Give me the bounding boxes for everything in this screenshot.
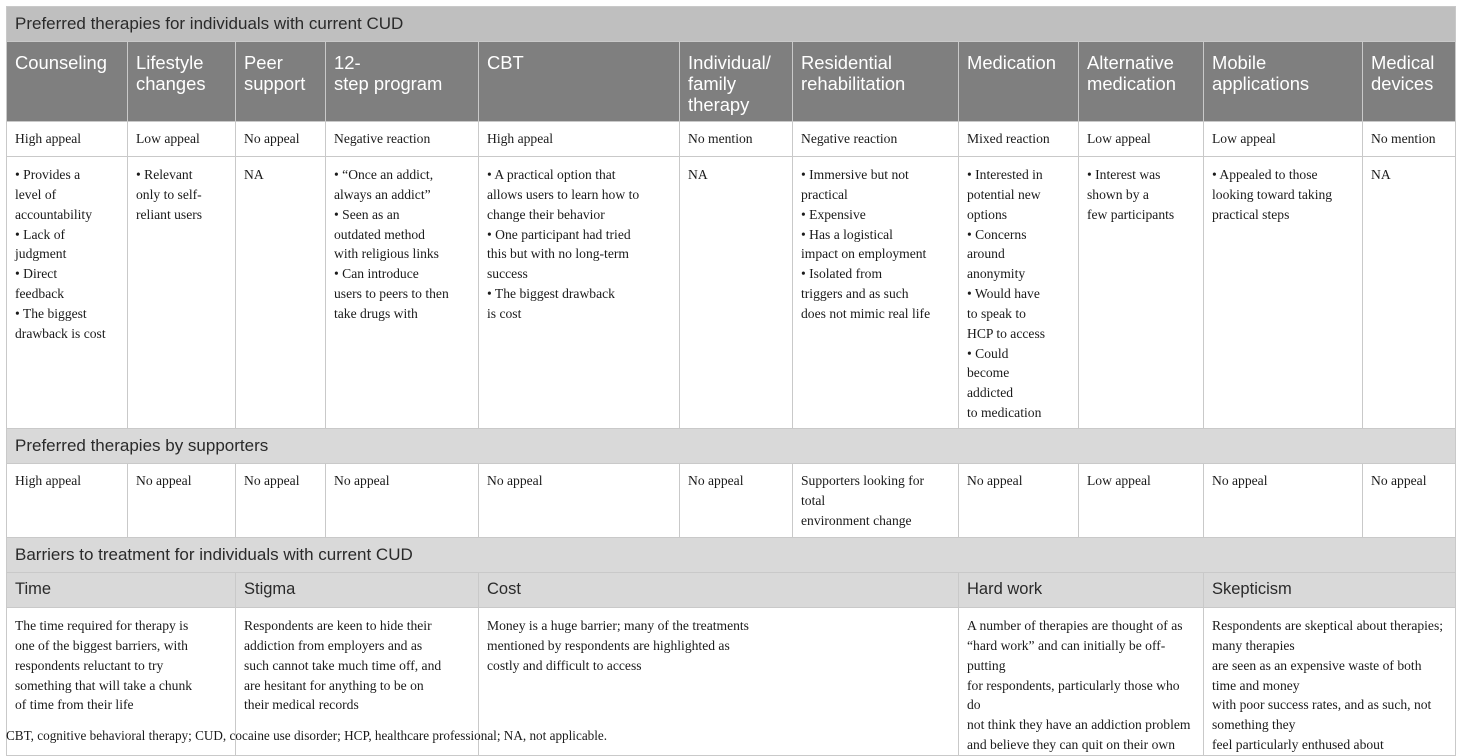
detail-line: success: [487, 266, 528, 282]
detail-line: impact on employment: [801, 246, 927, 262]
column-header-row: [7, 42, 1456, 122]
detail-line: • Immersive but not: [801, 167, 909, 182]
supporter-line: No appeal: [1371, 473, 1427, 488]
detail-line: accountability: [15, 206, 93, 222]
column-header-medication: [959, 42, 1079, 122]
detail-line: • Seen as an: [334, 206, 400, 222]
column-header-line: changes: [136, 73, 206, 94]
detail-line: feedback: [15, 286, 65, 302]
barrier-description-skepticism: [1204, 608, 1456, 756]
column-header-line: medication: [1087, 73, 1176, 94]
detail-line: • Has a logistical: [801, 226, 893, 242]
detail-line: • Appealed to those: [1212, 167, 1318, 182]
details-cell-medical-devices: [1363, 157, 1456, 429]
appeal-cell-alternative-medication: Low appeal: [1079, 122, 1204, 157]
detail-line: • Could: [967, 345, 1009, 361]
detail-line: • Would have: [967, 286, 1040, 302]
detail-line: change their behavior: [487, 206, 605, 222]
barrier-description-line: “hard work” and can initially be off-putting: [967, 637, 1166, 673]
appeal-cell-mobile-applications: Low appeal: [1204, 122, 1363, 157]
detail-line: with religious links: [334, 246, 439, 262]
individual-details-row: [7, 157, 1456, 429]
detail-line: • Isolated from: [801, 266, 883, 282]
detail-line: anonymity: [967, 266, 1026, 282]
barrier-description-line: A number of therapies are thought of as: [967, 618, 1183, 633]
table-footnote: CBT, cognitive behavioral therapy; CUD, cocaine use disorder; HCP, healthcare professional; NA, not applicable.: [6, 728, 608, 743]
detail-line: take drugs with: [334, 305, 418, 321]
column-header-line: rehabilitation: [801, 73, 906, 94]
column-header-line: step program: [334, 73, 443, 94]
therapy-table: [6, 6, 1456, 756]
detail-line: • The biggest drawback: [487, 286, 615, 302]
barrier-description-line: feel particularly enthused about: [1212, 737, 1384, 753]
detail-line: HCP to access: [967, 325, 1046, 341]
detail-line: always an addict”: [334, 186, 431, 202]
barrier-description-line: for respondents, particularly those who do: [967, 677, 1180, 713]
details-cell-counseling: [7, 157, 128, 429]
supporter-cell-medical-devices: [1363, 464, 1456, 538]
detail-line: to medication: [967, 405, 1042, 421]
barrier-header-skepticism: Skepticism: [1204, 573, 1456, 608]
column-header-line: Medication: [967, 52, 1056, 73]
supporter-line: High appeal: [15, 473, 82, 488]
detail-line: addicted: [967, 385, 1014, 401]
detail-line: only to self-: [136, 186, 202, 202]
detail-line: triggers and as such: [801, 286, 909, 302]
details-cell-mobile-applications: [1204, 157, 1363, 429]
column-header-lifestyle-changes: [128, 42, 236, 122]
appeal-cell-counseling: High appeal: [7, 122, 128, 157]
detail-line: does not mimic real life: [801, 305, 931, 321]
barrier-description-line: such cannot take much time off, and: [244, 657, 442, 673]
column-header-line: Individual/: [688, 52, 771, 73]
detail-line: around: [967, 246, 1005, 262]
barrier-description-line: not think they have an addiction problem: [967, 717, 1191, 733]
appeal-cell-individual-family-therapy: No mention: [680, 122, 793, 157]
details-cell-peer-support: [236, 157, 326, 429]
barrier-header-stigma: Stigma: [236, 573, 479, 608]
detail-line: • Interest was: [1087, 167, 1161, 182]
supporters-section-title: Preferred therapies by supporters: [7, 429, 1456, 464]
barriers-section-title: Barriers to treatment for individuals with current CUD: [7, 538, 1456, 573]
supporters-title-row: [7, 429, 1456, 464]
detail-line: practical steps: [1212, 206, 1290, 222]
barrier-description-line: costly and difficult to access: [487, 657, 642, 673]
supporter-line: total: [801, 492, 826, 508]
column-header-residential-rehabilitation: [793, 42, 959, 122]
supporter-cell-individual-family-therapy: [680, 464, 793, 538]
supporter-line: Low appeal: [1087, 473, 1151, 488]
supporter-cell-peer-support: [236, 464, 326, 538]
table-title: Preferred therapies for individuals with current CUD: [7, 7, 1456, 42]
detail-line: potential new: [967, 186, 1041, 202]
details-cell-lifestyle-changes: [128, 157, 236, 429]
detail-line: practical: [801, 186, 848, 202]
supporter-line: Supporters looking for: [801, 473, 925, 488]
barrier-description-line: one of the biggest barriers, with: [15, 637, 188, 653]
column-header-line: CBT: [487, 52, 524, 73]
detail-line: NA: [244, 167, 264, 182]
barrier-description-hard-work: [959, 608, 1204, 756]
supporter-cell-cbt: [479, 464, 680, 538]
column-header-alternative-medication: [1079, 42, 1204, 122]
column-header-line: devices: [1371, 73, 1434, 94]
column-header-peer-support: [236, 42, 326, 122]
detail-line: allows users to learn how to: [487, 186, 640, 202]
details-cell-cbt: [479, 157, 680, 429]
barrier-description-line: their medical records: [244, 697, 359, 713]
column-header-line: Alternative: [1087, 52, 1174, 73]
detail-line: • Relevant: [136, 167, 193, 182]
detail-line: • Expensive: [801, 206, 866, 222]
column-header-line: therapy: [688, 94, 750, 115]
barrier-header-time: Time: [7, 573, 236, 608]
supporter-line: No appeal: [136, 473, 192, 488]
column-header-individual-family-therapy: [680, 42, 793, 122]
supporter-line: No appeal: [688, 473, 744, 488]
barrier-header-cost: Cost: [479, 573, 959, 608]
table-title-row: [7, 7, 1456, 42]
barrier-description-line: mentioned by respondents are highlighted as: [487, 637, 730, 653]
detail-line: is cost: [487, 305, 522, 321]
appeal-cell-peer-support: No appeal: [236, 122, 326, 157]
detail-line: • One participant had tried: [487, 226, 631, 242]
appeal-cell-medication: Mixed reaction: [959, 122, 1079, 157]
supporter-line: No appeal: [967, 473, 1023, 488]
column-header-line: Medical: [1371, 52, 1435, 73]
column-header-line: Peer: [244, 52, 283, 73]
detail-line: • Lack of: [15, 226, 66, 242]
supporter-cell-mobile-applications: [1204, 464, 1363, 538]
supporter-cell-medication: [959, 464, 1079, 538]
appeal-cell-medical-devices: No mention: [1363, 122, 1456, 157]
barriers-title-row: [7, 538, 1456, 573]
column-header-line: support: [244, 73, 306, 94]
barrier-description-line: addiction from employers and as: [244, 637, 423, 653]
barrier-description-line: Respondents are skeptical about therapies; many therapies: [1212, 618, 1444, 653]
column-header-line: family: [688, 73, 737, 94]
detail-line: • A practical option that: [487, 167, 616, 182]
supporters-appeal-row: [7, 464, 1456, 538]
therapy-table-container: [6, 6, 1455, 756]
supporter-cell-12-step-program: [326, 464, 479, 538]
detail-line: • “Once an addict,: [334, 167, 434, 182]
details-cell-medication: [959, 157, 1079, 429]
appeal-cell-12-step-program: Negative reaction: [326, 122, 479, 157]
barrier-description-line: respondents reluctant to try: [15, 657, 164, 673]
detail-line: this but with no long-term: [487, 246, 629, 262]
column-header-medical-devices: [1363, 42, 1456, 122]
detail-line: options: [967, 206, 1008, 222]
detail-line: to speak to: [967, 305, 1026, 321]
barrier-description-line: with poor success rates, and as such, not something they: [1212, 697, 1432, 733]
detail-line: NA: [1371, 167, 1391, 182]
barriers-header-row: [7, 573, 1456, 608]
details-cell-residential-rehabilitation: [793, 157, 959, 429]
column-header-line: Residential: [801, 52, 892, 73]
detail-line: • Interested in: [967, 167, 1043, 182]
supporter-line: No appeal: [1212, 473, 1268, 488]
details-cell-12-step-program: [326, 157, 479, 429]
barrier-description-line: and believe they can quit on their own: [967, 737, 1175, 753]
column-header-line: Lifestyle: [136, 52, 204, 73]
supporter-cell-residential-rehabilitation: [793, 464, 959, 538]
appeal-cell-cbt: High appeal: [479, 122, 680, 157]
barrier-description-line: Money is a huge barrier; many of the treatments: [487, 618, 749, 633]
detail-line: • Provides a: [15, 167, 81, 182]
barrier-description-line: of time from their life: [15, 697, 134, 713]
supporter-cell-counseling: [7, 464, 128, 538]
detail-line: become: [967, 365, 1010, 381]
column-header-12-step-program: [326, 42, 479, 122]
detail-line: • The biggest: [15, 305, 87, 321]
detail-line: reliant users: [136, 206, 203, 222]
detail-line: • Direct: [15, 266, 58, 282]
column-header-line: applications: [1212, 73, 1310, 94]
supporter-line: No appeal: [334, 473, 390, 488]
column-header-line: Counseling: [15, 52, 108, 73]
supporter-cell-lifestyle-changes: [128, 464, 236, 538]
column-header-line: Mobile: [1212, 52, 1267, 73]
column-header-cbt: [479, 42, 680, 122]
barrier-description-line: something that will take a chunk: [15, 677, 193, 693]
detail-line: NA: [688, 167, 708, 182]
barrier-description-line: are hesitant for anything to be on: [244, 677, 424, 693]
appeal-cell-residential-rehabilitation: Negative reaction: [793, 122, 959, 157]
barrier-header-hard-work: Hard work: [959, 573, 1204, 608]
supporter-line: No appeal: [244, 473, 300, 488]
detail-line: shown by a: [1087, 186, 1149, 202]
column-header-mobile-applications: [1204, 42, 1363, 122]
column-header-counseling: [7, 42, 128, 122]
detail-line: judgment: [15, 246, 67, 262]
individual-appeal-row: [7, 122, 1456, 157]
barrier-description-line: The time required for therapy is: [15, 618, 189, 633]
details-cell-alternative-medication: [1079, 157, 1204, 429]
detail-line: outdated method: [334, 226, 425, 242]
detail-line: • Concerns: [967, 226, 1027, 242]
detail-line: • Can introduce: [334, 266, 419, 282]
supporter-line: environment change: [801, 512, 912, 528]
detail-line: level of: [15, 186, 57, 202]
supporter-line: No appeal: [487, 473, 543, 488]
barrier-description-line: are seen as an expensive waste of both time and money: [1212, 657, 1422, 693]
barrier-description-line: Respondents are keen to hide their: [244, 618, 432, 633]
appeal-cell-lifestyle-changes: Low appeal: [128, 122, 236, 157]
detail-line: few participants: [1087, 206, 1175, 222]
detail-line: users to peers to then: [334, 286, 449, 302]
detail-line: looking toward taking: [1212, 186, 1333, 202]
supporter-cell-alternative-medication: [1079, 464, 1204, 538]
column-header-line: 12-: [334, 52, 361, 73]
detail-line: drawback is cost: [15, 325, 106, 341]
details-cell-individual-family-therapy: [680, 157, 793, 429]
